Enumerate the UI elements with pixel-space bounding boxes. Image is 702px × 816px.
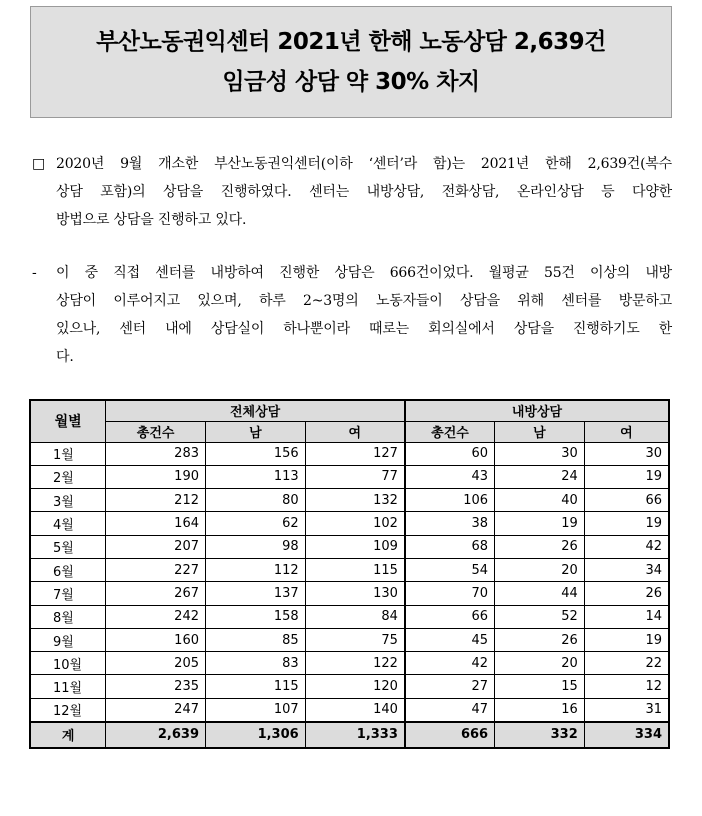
table-row [30, 465, 669, 488]
cell-total-male: 1,306 [206, 722, 306, 748]
paragraph-1-line-2: 상담 포함)의 상담을 진행하였다. 센터는 내방상담, 전화상담, 온라인상담 등 다양한 [56, 184, 672, 200]
cell-total-female: 140 [305, 698, 405, 721]
cell-visit-male: 26 [495, 628, 585, 651]
table-row [30, 698, 669, 721]
table-row [30, 442, 669, 465]
cell-total-male: 158 [206, 605, 306, 628]
table-row [30, 535, 669, 558]
cell-total-female: 122 [305, 652, 405, 675]
cell-visit-count: 38 [405, 512, 495, 535]
cell-visit-male: 19 [495, 512, 585, 535]
cell-visit-count: 47 [405, 698, 495, 721]
cell-visit-female: 31 [584, 698, 669, 721]
paragraph-1-line-1 [32, 150, 672, 178]
table-row [30, 605, 669, 628]
cell-month: 7월 [30, 582, 106, 605]
checkbox-bullet-icon: □ [32, 156, 46, 172]
cell-visit-male: 52 [495, 605, 585, 628]
cell-visit-male: 15 [495, 675, 585, 698]
cell-total-count: 190 [106, 465, 206, 488]
table-row [30, 628, 669, 651]
cell-visit-count: 27 [405, 675, 495, 698]
cell-total-count: 283 [106, 442, 206, 465]
cell-visit-count: 68 [405, 535, 495, 558]
cell-total-count: 247 [106, 698, 206, 721]
table-row [30, 675, 669, 698]
cell-visit-female: 30 [584, 442, 669, 465]
cell-month: 3월 [30, 489, 106, 512]
table-row [30, 652, 669, 675]
cell-total-female: 130 [305, 582, 405, 605]
cell-visit-count: 54 [405, 558, 495, 581]
cell-total-male: 85 [206, 628, 306, 651]
title-line-1: 부산노동권익센터 2021년 한해 노동상담 2,639건 [96, 29, 606, 55]
cell-visit-female: 14 [584, 605, 669, 628]
paragraph-1 [32, 150, 672, 234]
cell-total-female: 75 [305, 628, 405, 651]
consultation-table [29, 399, 670, 749]
cell-total-count: 242 [106, 605, 206, 628]
cell-month: 10월 [30, 652, 106, 675]
subheader-visit-male: 남 [495, 421, 585, 442]
cell-visit-count: 666 [405, 722, 495, 748]
cell-total-female: 132 [305, 489, 405, 512]
title-line-2: 임금성 상담 약 30% 차지 [222, 69, 480, 95]
paragraph-1-line-3: 방법으로 상담을 진행하고 있다. [56, 212, 247, 228]
cell-visit-female: 19 [584, 465, 669, 488]
title-box [30, 6, 672, 118]
cell-month: 1월 [30, 442, 106, 465]
table-body [30, 442, 669, 748]
cell-visit-female: 334 [584, 722, 669, 748]
paragraph-2-line-3: 있으나, 센터 내에 상담실이 하나뿐이라 때로는 회의실에서 상담을 진행하기도 한 [56, 321, 672, 337]
cell-visit-count: 60 [405, 442, 495, 465]
cell-total-count: 227 [106, 558, 206, 581]
cell-month: 12월 [30, 698, 106, 721]
paragraph-2-text: 이 중 직접 센터를 내방하여 진행한 상담은 666건이었다. 월평균 55건 이상의 내방 [56, 265, 672, 281]
cell-month: 8월 [30, 605, 106, 628]
cell-total-male: 62 [206, 512, 306, 535]
dash-bullet: - [32, 265, 37, 281]
cell-visit-female: 12 [584, 675, 669, 698]
group-header-visit: 내방상담 [405, 400, 669, 421]
cell-visit-count: 43 [405, 465, 495, 488]
cell-total-count: 205 [106, 652, 206, 675]
cell-total-count: 212 [106, 489, 206, 512]
cell-month: 5월 [30, 535, 106, 558]
cell-visit-count: 70 [405, 582, 495, 605]
cell-total-count: 160 [106, 628, 206, 651]
cell-visit-female: 22 [584, 652, 669, 675]
cell-visit-male: 30 [495, 442, 585, 465]
table-row [30, 489, 669, 512]
cell-visit-female: 42 [584, 535, 669, 558]
cell-month: 9월 [30, 628, 106, 651]
subheader-total-count: 총건수 [106, 421, 206, 442]
cell-visit-male: 24 [495, 465, 585, 488]
cell-visit-count: 106 [405, 489, 495, 512]
cell-visit-female: 19 [584, 628, 669, 651]
cell-visit-male: 44 [495, 582, 585, 605]
cell-visit-female: 34 [584, 558, 669, 581]
cell-total-female: 120 [305, 675, 405, 698]
cell-total-male: 113 [206, 465, 306, 488]
cell-month: 11월 [30, 675, 106, 698]
cell-total-count: 235 [106, 675, 206, 698]
cell-total-male: 80 [206, 489, 306, 512]
month-header: 월별 [30, 400, 106, 442]
cell-visit-male: 16 [495, 698, 585, 721]
cell-total-male: 112 [206, 558, 306, 581]
cell-visit-male: 20 [495, 652, 585, 675]
subheader-total-female: 여 [305, 421, 405, 442]
cell-visit-male: 20 [495, 558, 585, 581]
subheader-visit-female: 여 [584, 421, 669, 442]
consultation-table-wrap [29, 399, 670, 749]
cell-total-male: 98 [206, 535, 306, 558]
cell-total-female: 77 [305, 465, 405, 488]
cell-total-count: 207 [106, 535, 206, 558]
cell-visit-count: 45 [405, 628, 495, 651]
cell-total-male: 156 [206, 442, 306, 465]
cell-month: 2월 [30, 465, 106, 488]
cell-visit-female: 66 [584, 489, 669, 512]
cell-total-female: 102 [305, 512, 405, 535]
table-total-row [30, 722, 669, 748]
paragraph-2 [32, 259, 672, 371]
cell-visit-count: 42 [405, 652, 495, 675]
cell-month: 4월 [30, 512, 106, 535]
cell-total-female: 127 [305, 442, 405, 465]
paragraph-2-line-2: 상담이 이루어지고 있으며, 하루 2~3명의 노동자들이 상담을 위해 센터를 방문하고 [56, 293, 672, 309]
cell-total-female: 115 [305, 558, 405, 581]
table-row [30, 558, 669, 581]
paragraph-2-line-1 [32, 259, 672, 287]
cell-total-female: 84 [305, 605, 405, 628]
cell-visit-male: 40 [495, 489, 585, 512]
cell-total-female: 109 [305, 535, 405, 558]
cell-visit-male: 332 [495, 722, 585, 748]
cell-total-female: 1,333 [305, 722, 405, 748]
cell-month: 6월 [30, 558, 106, 581]
cell-visit-female: 26 [584, 582, 669, 605]
table-row [30, 512, 669, 535]
cell-total-count: 2,639 [106, 722, 206, 748]
paragraph-1-text: 2020년 9월 개소한 부산노동권익센터(이하 ‘센터’라 함)는 2021년 한해 2,639건(복수 [56, 156, 672, 172]
cell-total-male: 137 [206, 582, 306, 605]
paragraph-2-line-4: 다. [56, 349, 74, 365]
cell-visit-count: 66 [405, 605, 495, 628]
subheader-total-male: 남 [206, 421, 306, 442]
cell-visit-female: 19 [584, 512, 669, 535]
cell-total-male: 115 [206, 675, 306, 698]
cell-visit-male: 26 [495, 535, 585, 558]
cell-total-male: 107 [206, 698, 306, 721]
subheader-visit-count: 총건수 [405, 421, 495, 442]
group-header-total: 전체상담 [106, 400, 405, 421]
cell-total-count: 164 [106, 512, 206, 535]
cell-total-male: 83 [206, 652, 306, 675]
cell-total-count: 267 [106, 582, 206, 605]
cell-month: 계 [30, 722, 106, 748]
table-row [30, 582, 669, 605]
